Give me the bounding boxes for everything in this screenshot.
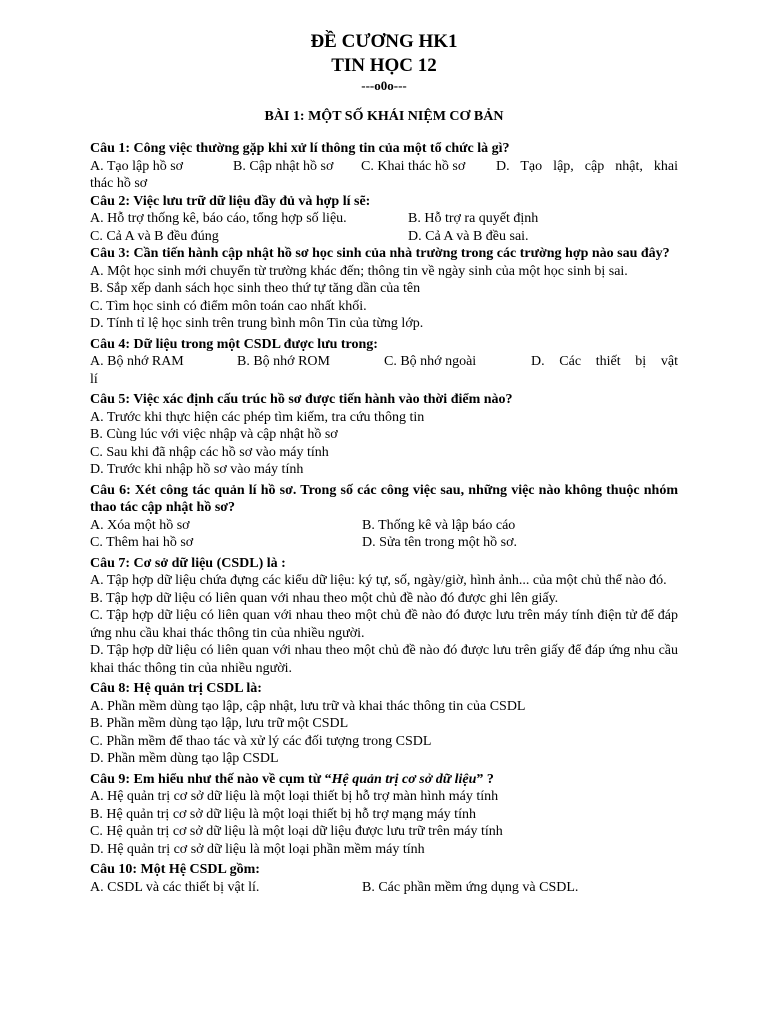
answer-b: B. Thống kê và lập báo cáo (362, 517, 516, 533)
answer-d: D. Cả A và B đều sai. (408, 228, 529, 244)
answer-a: A. Tập hợp dữ liệu chứa đựng các kiểu dữ liệu: ký tự, số, ngày/giờ, hình ảnh... của một chủ thể nào đó. (90, 573, 667, 588)
question-suffix: ” ? (476, 771, 494, 787)
answer-row (90, 210, 678, 228)
title-separator: ---o0o--- (361, 78, 407, 93)
answer-c: C. Hệ quản trị cơ sở dữ liệu là một loại dữ liệu được lưu trữ trên máy tính (90, 824, 503, 839)
question-6 (90, 482, 678, 552)
answer-a: A. Xóa một hồ sơ (90, 517, 190, 533)
question-text: Câu 3: Cần tiến hành cập nhật hồ sơ học sinh của nhà trường trong các trường hợp nào sau đây? (90, 246, 670, 261)
answer-a: A. Bộ nhớ RAM (90, 354, 184, 369)
question-3 (90, 245, 678, 333)
answer-b: B. Sắp xếp danh sách học sinh theo thứ tự tăng dần của tên (90, 281, 421, 296)
answer-d: D. Tính tỉ lệ học sinh trên trung bình môn Tin của từng lớp. (90, 316, 424, 331)
answer-c: C. Cả A và B đều đúng (90, 228, 219, 244)
lesson-heading: BÀI 1: MỘT SỐ KHÁI NIỆM CƠ BẢN (264, 109, 504, 124)
answer-d: D. Trước khi nhập hồ sơ vào máy tính (90, 462, 304, 477)
answer-a: A. Phần mềm dùng tạo lập, cập nhật, lưu trữ và khai thác thông tin của CSDL (90, 698, 526, 714)
answer-c: C. Phần mềm để thao tác và xử lý các đối tượng trong CSDL (90, 733, 432, 749)
answer-row (90, 517, 678, 535)
answer-row (90, 228, 678, 246)
question-2 (90, 193, 678, 246)
answer-a: A. Tạo lập hồ sơ (90, 158, 184, 174)
answer-d: D. Tạo lập, cập nhật, khai (496, 158, 678, 174)
question-text: Câu 8: Hệ quản trị CSDL là: (90, 681, 262, 696)
answer-row (90, 879, 678, 897)
answer-b: B. Hỗ trợ ra quyết định (408, 211, 539, 226)
answer-b: B. Hệ quản trị cơ sở dữ liệu là một loại thiết bị hỗ trợ mạng máy tính (90, 806, 476, 822)
question-5 (90, 391, 678, 479)
answer-d-cont: thác hồ sơ (90, 176, 148, 191)
answer-b: B. Cập nhật hồ sơ (233, 158, 334, 174)
answer-b: B. Phần mềm dùng tạo lập, lưu trữ một CSDL (90, 716, 349, 731)
answer-a: A. Hỗ trợ thống kê, báo cáo, tổng hợp số liệu. (90, 211, 347, 226)
answer-d: D. Hệ quản trị cơ sở dữ liệu là một loại phần mềm máy tính (90, 841, 425, 857)
answer-c: C. Thêm hai hồ sơ (90, 535, 194, 550)
answer-b: B. Tập hợp dữ liệu có liên quan với nhau theo một chủ đề nào đó được ghi lên giấy. (90, 590, 559, 606)
answer-c: C. Bộ nhớ ngoài (384, 354, 477, 369)
doc-subtitle: TIN HỌC 12 (331, 55, 437, 76)
question-4 (90, 336, 678, 389)
answer-b: B. Cùng lúc với việc nhập và cập nhật hồ sơ (90, 427, 338, 442)
question-text: Câu 4: Dữ liệu trong một CSDL được lưu trong: (90, 336, 378, 352)
question-text: Câu 6: Xét công tác quản lí hồ sơ. Trong số các công việc sau, những việc nào không thuộc nhóm thao tác cập nhật hồ sơ? (90, 482, 678, 515)
question-italic-term: Hệ quản trị cơ sở dữ liệu (331, 771, 477, 787)
answer-b: B. Bộ nhớ ROM (237, 354, 330, 369)
answer-c: C. Sau khi đã nhập các hồ sơ vào máy tính (90, 444, 329, 460)
answer-d: D. Tập hợp dữ liệu có liên quan với nhau theo một chủ đề nào đó được lưu trên giấy để đáp ứng nhu cầu khai thác thông tin của nhiều người. (90, 643, 678, 676)
question-text: Câu 2: Việc lưu trữ dữ liệu đầy đủ và hợp lí sẽ: (90, 193, 371, 209)
question-8 (90, 680, 678, 768)
answer-row (90, 158, 678, 176)
answer-d-cont: lí (90, 371, 98, 387)
answer-c: C. Khai thác hồ sơ (361, 158, 466, 174)
answer-row (90, 534, 678, 552)
document-page (90, 30, 678, 896)
answer-a: A. Trước khi thực hiện các phép tìm kiếm, tra cứu thông tin (90, 409, 425, 425)
question-text (90, 771, 678, 789)
answer-row (90, 353, 678, 371)
answer-c: C. Tìm học sinh có điểm môn toán cao nhất khối. (90, 298, 367, 314)
doc-title: ĐỀ CƯƠNG HK1 (310, 31, 458, 52)
answer-d: D. Phần mềm dùng tạo lập CSDL (90, 751, 279, 766)
question-7 (90, 555, 678, 678)
answer-a: A. Hệ quản trị cơ sở dữ liệu là một loại thiết bị hỗ trợ màn hình máy tính (90, 789, 499, 804)
question-text: Câu 1: Công việc thường gặp khi xử lí thông tin của một tổ chức là gì? (90, 141, 510, 156)
question-10 (90, 861, 678, 896)
answer-d: D. Các thiết bị vật (531, 354, 678, 369)
question-1 (90, 140, 678, 193)
answer-c: C. Tập hợp dữ liệu có liên quan với nhau theo một chủ đề nào đó được lưu trên máy tính điện tử để đáp ứng nhu cầu khai thác thông tin của nhiều người. (90, 608, 678, 641)
answer-a: A. CSDL và các thiết bị vật lí. (90, 879, 260, 895)
question-prefix: Câu 9: Em hiểu như thế nào về cụm từ “ (90, 771, 332, 787)
answer-b: B. Các phần mềm ứng dụng và CSDL. (362, 879, 579, 895)
question-9 (90, 771, 678, 859)
question-text: Câu 5: Việc xác định cấu trúc hồ sơ được tiến hành vào thời điểm nào? (90, 392, 513, 407)
answer-a: A. Một học sinh mới chuyển từ trường khác đến; thông tin về ngày sinh của một học sinh bị sai. (90, 263, 628, 279)
answer-d: D. Sửa tên trong một hồ sơ. (362, 535, 517, 550)
question-text: Câu 10: Một Hệ CSDL gồm: (90, 862, 260, 877)
question-text: Câu 7: Cơ sở dữ liệu (CSDL) là : (90, 555, 286, 571)
